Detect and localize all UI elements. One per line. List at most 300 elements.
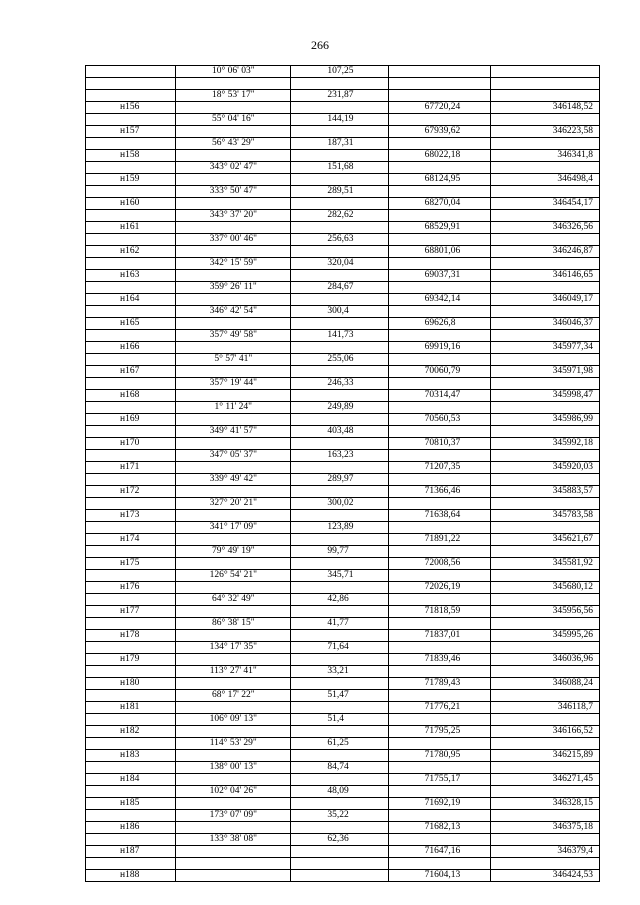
table-cell-x — [388, 690, 490, 714]
table-cell-angle — [176, 66, 291, 90]
table-cell-distance — [291, 66, 388, 90]
coord-y: 345956,56 — [552, 606, 593, 616]
table-cell-y — [490, 858, 599, 882]
table-cell-distance — [291, 594, 388, 618]
point-label: н184 — [120, 774, 140, 784]
table-cell-distance — [291, 762, 388, 786]
segment-distance: 41,77 — [327, 618, 349, 628]
table-cell-distance — [291, 570, 388, 594]
coordinates-table-body — [86, 66, 600, 882]
coord-x: 69342,14 — [424, 294, 461, 304]
table-cell-y — [490, 834, 599, 858]
table-row — [86, 498, 600, 522]
table-cell-point — [86, 450, 176, 474]
segment-distance: 84,74 — [327, 762, 349, 772]
table-cell-x — [388, 642, 490, 666]
table-cell-angle — [176, 138, 291, 162]
table-row — [86, 234, 600, 258]
table-cell-point — [86, 90, 176, 114]
table-row — [86, 786, 600, 810]
coord-y: 346049,17 — [552, 294, 593, 304]
point-label: н183 — [120, 750, 140, 760]
table-cell-point — [86, 570, 176, 594]
bearing-angle: 126° 54' 21" — [209, 570, 257, 580]
bearing-angle: 337° 00' 46" — [209, 234, 257, 244]
coord-y: 346328,15 — [552, 798, 593, 808]
table-row — [86, 714, 600, 738]
bearing-angle: 346° 42' 54" — [209, 306, 257, 316]
table-cell-angle — [176, 762, 291, 786]
table-cell-y — [490, 282, 599, 306]
bearing-angle: 113° 27' 41" — [209, 666, 257, 676]
segment-distance: 289,97 — [327, 474, 354, 484]
table-cell-distance — [291, 258, 388, 282]
table-cell-x — [388, 714, 490, 738]
table-cell-x — [388, 234, 490, 258]
coord-x: 71818,59 — [424, 606, 461, 616]
bearing-angle: 339° 49' 42" — [209, 474, 257, 484]
table-cell-y — [490, 498, 599, 522]
point-label: н160 — [120, 198, 140, 208]
table-cell-x — [388, 354, 490, 378]
segment-distance: 33,21 — [327, 666, 349, 676]
point-label: н169 — [120, 414, 140, 424]
coord-y: 345621,67 — [552, 534, 593, 544]
table-row — [86, 690, 600, 714]
table-row — [86, 810, 600, 834]
table-cell-x — [388, 738, 490, 762]
table-cell-x — [388, 858, 490, 882]
table-row — [86, 114, 600, 138]
table-row — [86, 762, 600, 786]
coord-y: 346341,8 — [557, 150, 593, 160]
table-cell-x — [388, 594, 490, 618]
point-label: н181 — [120, 702, 140, 712]
table-cell-x — [388, 330, 490, 354]
table-cell-distance — [291, 786, 388, 810]
coord-x: 71692,19 — [424, 798, 461, 808]
table-cell-x — [388, 426, 490, 450]
table-cell-y — [490, 738, 599, 762]
point-label: н166 — [120, 342, 140, 352]
table-cell-x — [388, 786, 490, 810]
bearing-angle: 1° 11' 24" — [214, 402, 253, 412]
table-cell-y — [490, 714, 599, 738]
table-cell-y — [490, 450, 599, 474]
point-label: н176 — [120, 582, 140, 592]
table-cell-angle — [176, 858, 291, 882]
point-label: н157 — [120, 126, 140, 136]
coord-x: 67939,62 — [424, 126, 461, 136]
table-cell-x — [388, 618, 490, 642]
table-cell-angle — [176, 234, 291, 258]
bearing-angle: 173° 07' 09" — [209, 810, 257, 820]
table-cell-angle — [176, 618, 291, 642]
table-cell-distance — [291, 306, 388, 330]
table-cell-point — [86, 690, 176, 714]
coord-x: 71837,01 — [424, 630, 461, 640]
coord-y: 345971,98 — [552, 366, 593, 376]
table-cell-distance — [291, 402, 388, 426]
segment-distance: 300,4 — [327, 306, 349, 316]
table-cell-distance — [291, 738, 388, 762]
table-cell-y — [490, 162, 599, 186]
table-cell-y — [490, 786, 599, 810]
point-label: н187 — [120, 846, 140, 856]
segment-distance: 300,02 — [327, 498, 354, 508]
segment-distance: 71,64 — [327, 642, 349, 652]
table-row — [86, 426, 600, 450]
coord-x: 68801,06 — [424, 246, 461, 256]
point-label: н161 — [120, 222, 140, 232]
table-cell-point — [86, 282, 176, 306]
point-label: н180 — [120, 678, 140, 688]
bearing-angle: 86° 38' 15" — [211, 618, 255, 628]
table-cell-x — [388, 114, 490, 138]
table-cell-distance — [291, 186, 388, 210]
table-cell-angle — [176, 450, 291, 474]
segment-distance: 249,89 — [327, 402, 354, 412]
table-cell-y — [490, 402, 599, 426]
table-cell-y — [490, 618, 599, 642]
table-cell-angle — [176, 378, 291, 402]
coord-y: 346246,87 — [552, 246, 593, 256]
table-cell-x — [388, 378, 490, 402]
table-cell-point — [86, 306, 176, 330]
table-cell-angle — [176, 162, 291, 186]
coord-x: 72008,56 — [424, 558, 461, 568]
table-cell-angle — [176, 786, 291, 810]
segment-distance: 42,86 — [327, 594, 349, 604]
point-label: н178 — [120, 630, 140, 640]
coord-x: 71789,43 — [424, 678, 461, 688]
table-cell-point — [86, 762, 176, 786]
coord-x: 71207,35 — [424, 462, 461, 472]
table-cell-angle — [176, 714, 291, 738]
coord-y: 345920,03 — [552, 462, 593, 472]
coord-y: 345883,57 — [552, 486, 593, 496]
table-cell-x — [388, 522, 490, 546]
table-cell-point — [86, 474, 176, 498]
coord-y: 346498,4 — [557, 174, 593, 184]
table-row — [86, 66, 600, 90]
table-cell-point — [86, 210, 176, 234]
coord-y: 346118,7 — [557, 702, 593, 712]
table-cell-angle — [176, 426, 291, 450]
point-label: н172 — [120, 486, 140, 496]
table-cell-y — [490, 546, 599, 570]
page-number: 266 — [311, 38, 329, 52]
table-row — [86, 138, 600, 162]
bearing-angle: 68° 17' 22" — [211, 690, 255, 700]
coord-y: 346215,89 — [552, 750, 593, 760]
coord-y: 345995,26 — [552, 630, 593, 640]
bearing-angle: 114° 53' 29" — [209, 738, 257, 748]
table-cell-point — [86, 258, 176, 282]
bearing-angle: 133° 38' 08" — [209, 834, 257, 844]
table-row — [86, 738, 600, 762]
table-cell-distance — [291, 690, 388, 714]
table-cell-point — [86, 738, 176, 762]
table-row — [86, 522, 600, 546]
bearing-angle: 349° 41' 57" — [209, 426, 257, 436]
coord-x: 71891,22 — [424, 534, 461, 544]
table-cell-x — [388, 474, 490, 498]
coord-y: 345998,47 — [552, 390, 593, 400]
table-cell-x — [388, 282, 490, 306]
table-cell-angle — [176, 306, 291, 330]
coord-x: 71638,64 — [424, 510, 461, 520]
table-cell-x — [388, 66, 490, 90]
coord-x: 71682,13 — [424, 822, 461, 832]
coord-y: 346454,17 — [552, 198, 593, 208]
table-cell-y — [490, 114, 599, 138]
segment-distance: 144,19 — [327, 114, 354, 124]
table-cell-angle — [176, 90, 291, 114]
table-cell-angle — [176, 666, 291, 690]
bearing-angle: 55° 04' 16" — [211, 114, 255, 124]
coord-y: 346148,52 — [552, 102, 593, 112]
table-cell-distance — [291, 522, 388, 546]
table-row — [86, 210, 600, 234]
coord-y: 345581,92 — [552, 558, 593, 568]
coord-y: 346146,65 — [552, 270, 593, 280]
table-row — [86, 162, 600, 186]
coord-x: 71839,46 — [424, 654, 461, 664]
table-cell-point — [86, 858, 176, 882]
coord-y: 345680,12 — [552, 582, 593, 592]
table-row — [86, 570, 600, 594]
bearing-angle: 343° 02' 47" — [209, 162, 257, 172]
table-cell-point — [86, 666, 176, 690]
table-cell-angle — [176, 570, 291, 594]
coord-x: 69037,31 — [424, 270, 461, 280]
coord-y: 345992,18 — [552, 438, 593, 448]
coord-y: 346375,18 — [552, 822, 593, 832]
table-cell-distance — [291, 378, 388, 402]
coord-x: 70560,53 — [424, 414, 461, 424]
table-cell-y — [490, 90, 599, 114]
point-label: н188 — [120, 870, 140, 880]
bearing-angle: 357° 49' 58" — [209, 330, 257, 340]
bearing-angle: 18° 53' 17" — [211, 90, 255, 100]
bearing-angle: 64° 32' 49" — [211, 594, 255, 604]
table-cell-point — [86, 330, 176, 354]
table-cell-distance — [291, 666, 388, 690]
segment-distance: 187,31 — [327, 138, 354, 148]
table-cell-point — [86, 498, 176, 522]
table-cell-angle — [176, 642, 291, 666]
table-cell-x — [388, 138, 490, 162]
table-cell-distance — [291, 450, 388, 474]
table-cell-y — [490, 138, 599, 162]
point-label: н163 — [120, 270, 140, 280]
table-row — [86, 402, 600, 426]
table-cell-x — [388, 810, 490, 834]
segment-distance: 284,67 — [327, 282, 354, 292]
segment-distance: 62,36 — [327, 834, 349, 844]
table-cell-point — [86, 114, 176, 138]
point-label: н168 — [120, 390, 140, 400]
point-label: н174 — [120, 534, 140, 544]
table-cell-x — [388, 834, 490, 858]
table-cell-x — [388, 210, 490, 234]
segment-distance: 163,23 — [327, 450, 354, 460]
table-cell-angle — [176, 114, 291, 138]
table-cell-point — [86, 618, 176, 642]
point-label: н179 — [120, 654, 140, 664]
bearing-angle: 138° 00' 13" — [209, 762, 257, 772]
table-cell-angle — [176, 402, 291, 426]
table-cell-x — [388, 162, 490, 186]
table-cell-distance — [291, 330, 388, 354]
table-cell-y — [490, 594, 599, 618]
segment-distance: 107,25 — [327, 66, 354, 76]
table-cell-angle — [176, 474, 291, 498]
table-row — [86, 354, 600, 378]
point-label: н162 — [120, 246, 140, 256]
segment-distance: 345,71 — [327, 570, 354, 580]
table-row — [86, 306, 600, 330]
table-cell-y — [490, 570, 599, 594]
point-label: н167 — [120, 366, 140, 376]
table-cell-y — [490, 66, 599, 90]
coord-x: 69626,8 — [424, 318, 456, 328]
table-cell-x — [388, 570, 490, 594]
table-cell-distance — [291, 162, 388, 186]
table-cell-point — [86, 162, 176, 186]
segment-distance: 320,04 — [327, 258, 354, 268]
table-cell-angle — [176, 834, 291, 858]
table-cell-distance — [291, 90, 388, 114]
segment-distance: 256,63 — [327, 234, 354, 244]
table-cell-y — [490, 474, 599, 498]
table-cell-x — [388, 666, 490, 690]
segment-distance: 51,4 — [327, 714, 345, 724]
segment-distance: 51,47 — [327, 690, 349, 700]
table-cell-point — [86, 426, 176, 450]
table-cell-x — [388, 498, 490, 522]
segment-distance: 123,89 — [327, 522, 354, 532]
table-cell-distance — [291, 498, 388, 522]
table-cell-distance — [291, 834, 388, 858]
coord-y: 345783,58 — [552, 510, 593, 520]
table-cell-distance — [291, 210, 388, 234]
coord-y: 346036,96 — [552, 654, 593, 664]
table-row — [86, 450, 600, 474]
coord-x: 70810,37 — [424, 438, 461, 448]
point-label: н175 — [120, 558, 140, 568]
segment-distance: 289,51 — [327, 186, 354, 196]
coord-x: 71755,17 — [424, 774, 461, 784]
coord-x: 69919,16 — [424, 342, 461, 352]
table-cell-y — [490, 810, 599, 834]
coord-x: 68124,95 — [424, 174, 461, 184]
table-cell-y — [490, 330, 599, 354]
point-label: н182 — [120, 726, 140, 736]
coord-x: 67720,24 — [424, 102, 461, 112]
table-row — [86, 474, 600, 498]
segment-distance: 151,68 — [327, 162, 354, 172]
table-row — [86, 642, 600, 666]
coord-y: 346223,58 — [552, 126, 593, 136]
table-cell-angle — [176, 330, 291, 354]
table-cell-point — [86, 546, 176, 570]
table-cell-y — [490, 186, 599, 210]
table-cell-point — [86, 594, 176, 618]
table-row — [86, 258, 600, 282]
bearing-angle: 5° 57' 41" — [214, 354, 253, 364]
table-row — [86, 594, 600, 618]
point-label: н158 — [120, 150, 140, 160]
table-cell-point — [86, 66, 176, 90]
table-cell-angle — [176, 354, 291, 378]
table-cell-angle — [176, 810, 291, 834]
segment-distance: 141,73 — [327, 330, 354, 340]
table-cell-y — [490, 378, 599, 402]
coord-y: 345986,99 — [552, 414, 593, 424]
table-cell-x — [388, 306, 490, 330]
table-cell-distance — [291, 114, 388, 138]
table-cell-distance — [291, 138, 388, 162]
segment-distance: 231,87 — [327, 90, 354, 100]
table-cell-distance — [291, 642, 388, 666]
bearing-angle: 79° 49' 19" — [211, 546, 255, 556]
table-cell-y — [490, 642, 599, 666]
segment-distance: 246,33 — [327, 378, 354, 388]
table-cell-angle — [176, 186, 291, 210]
table-cell-point — [86, 642, 176, 666]
table-cell-y — [490, 762, 599, 786]
table-cell-angle — [176, 258, 291, 282]
point-label: н186 — [120, 822, 140, 832]
table-row — [86, 858, 600, 882]
point-label: н177 — [120, 606, 140, 616]
bearing-angle: 56° 43' 29" — [211, 138, 255, 148]
bearing-angle: 343° 37' 20" — [209, 210, 257, 220]
bearing-angle: 342° 15' 59" — [209, 258, 257, 268]
segment-distance: 35,22 — [327, 810, 349, 820]
point-label: н171 — [120, 462, 140, 472]
table-cell-distance — [291, 474, 388, 498]
coordinates-table — [85, 65, 600, 882]
table-cell-point — [86, 234, 176, 258]
table-cell-x — [388, 450, 490, 474]
table-cell-distance — [291, 858, 388, 882]
table-cell-x — [388, 762, 490, 786]
table-cell-point — [86, 186, 176, 210]
bearing-angle: 333° 50' 47" — [209, 186, 257, 196]
segment-distance: 403,48 — [327, 426, 354, 436]
point-label: н159 — [120, 174, 140, 184]
table-cell-y — [490, 666, 599, 690]
table-cell-point — [86, 522, 176, 546]
segment-distance: 99,77 — [327, 546, 349, 556]
table-cell-x — [388, 90, 490, 114]
coord-x: 70060,79 — [424, 366, 461, 376]
table-cell-y — [490, 522, 599, 546]
table-cell-distance — [291, 714, 388, 738]
table-cell-x — [388, 546, 490, 570]
table-cell-y — [490, 210, 599, 234]
table-cell-angle — [176, 498, 291, 522]
table-cell-point — [86, 354, 176, 378]
bearing-angle: 106° 09' 13" — [209, 714, 257, 724]
bearing-angle: 327° 20' 21" — [209, 498, 257, 508]
bearing-angle: 10° 06' 03" — [211, 66, 255, 76]
bearing-angle: 341° 17' 09" — [209, 522, 257, 532]
point-label: н170 — [120, 438, 140, 448]
